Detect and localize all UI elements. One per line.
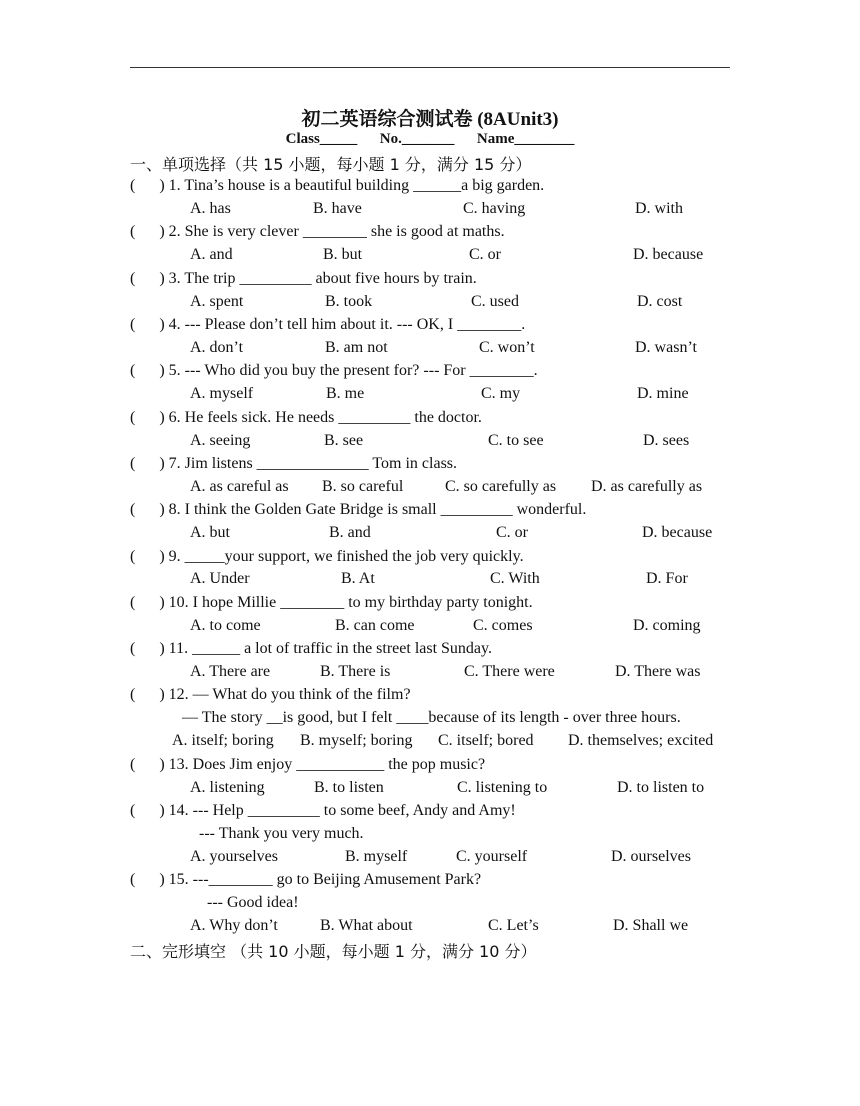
question-8-stem: ( ) 8. I think the Golden Gate Bridge is small _________ wonderful. xyxy=(130,501,587,518)
question-15-option-d: D. Shall we xyxy=(613,917,689,934)
question-3-option-b: B. took xyxy=(325,293,373,310)
question-10-option-b: B. can come xyxy=(335,617,415,634)
question-14-option-d: D. ourselves xyxy=(611,848,691,865)
question-7-option-c: C. so carefully as xyxy=(445,478,557,495)
question-3-option-a: A. spent xyxy=(190,293,244,310)
question-8-option-d: D. because xyxy=(642,524,713,541)
question-12-stem: ( ) 12. — What do you think of the film? xyxy=(130,686,411,703)
question-1-option-a: A. has xyxy=(190,200,231,217)
question-13-option-c: C. listening to xyxy=(457,779,548,796)
question-2-stem: ( ) 2. She is very clever ________ she is good at maths. xyxy=(130,223,505,240)
question-14-option-c: C. yourself xyxy=(456,848,528,865)
question-14-continuation: --- Thank you very much. xyxy=(199,825,364,842)
question-6-option-c: C. to see xyxy=(488,432,544,449)
question-11-option-a: A. There are xyxy=(190,663,271,680)
section-1-title: 一、单项选择（共 15 小题，每小题 1 分，满分 15 分） xyxy=(130,155,532,174)
question-5-option-b: B. me xyxy=(326,385,365,402)
question-1-option-c: C. having xyxy=(463,200,526,217)
question-6-option-b: B. see xyxy=(324,432,364,449)
question-2-option-c: C. or xyxy=(469,246,501,263)
question-7-option-a: A. as careful as xyxy=(190,478,289,495)
question-5-option-d: D. mine xyxy=(637,385,689,402)
question-3-stem: ( ) 3. The trip _________ about five hours by train. xyxy=(130,270,477,287)
question-8-option-b: B. and xyxy=(329,524,371,541)
question-9-option-b: B. At xyxy=(341,570,375,587)
question-13-option-d: D. to listen to xyxy=(617,779,705,796)
question-11-stem: ( ) 11. ______ a lot of traffic in the street last Sunday. xyxy=(130,640,492,657)
question-13-option-b: B. to listen xyxy=(314,779,384,796)
question-6-option-a: A. seeing xyxy=(190,432,251,449)
question-7-option-d: D. as carefully as xyxy=(591,478,703,495)
question-10-option-c: C. comes xyxy=(473,617,533,634)
question-6-stem: ( ) 6. He feels sick. He needs _________ the doctor. xyxy=(130,409,482,426)
question-15-option-b: B. What about xyxy=(320,917,413,934)
student-info-line: Class_____ No._______ Name________ xyxy=(285,131,575,147)
question-9-option-d: D. For xyxy=(646,570,688,587)
question-3-option-c: C. used xyxy=(471,293,519,310)
question-7-option-b: B. so careful xyxy=(322,478,404,495)
question-14-option-a: A. yourselves xyxy=(190,848,278,865)
question-4-option-b: B. am not xyxy=(325,339,388,356)
question-4-option-d: D. wasn’t xyxy=(635,339,697,356)
question-4-stem: ( ) 4. --- Please don’t tell him about it. --- OK, I ________. xyxy=(130,316,526,333)
question-15-stem: ( ) 15. ---________ go to Beijing Amusement Park? xyxy=(130,871,482,888)
question-8-option-c: C. or xyxy=(496,524,528,541)
question-12-option-b: B. myself; boring xyxy=(300,732,413,749)
question-2-option-a: A. and xyxy=(190,246,233,263)
question-15-option-a: A. Why don’t xyxy=(190,917,278,934)
question-13-stem: ( ) 13. Does Jim enjoy ___________ the pop music? xyxy=(130,756,486,773)
question-10-stem: ( ) 10. I hope Millie ________ to my birthday party tonight. xyxy=(130,594,533,611)
question-2-option-d: D. because xyxy=(633,246,704,263)
question-5-stem: ( ) 5. --- Who did you buy the present for? --- For ________. xyxy=(130,362,538,379)
question-15-option-c: C. Let’s xyxy=(488,917,539,934)
question-12-option-c: C. itself; bored xyxy=(438,732,534,749)
question-9-option-c: C. With xyxy=(490,570,540,587)
question-1-stem: ( ) 1. Tina’s house is a beautiful building ______a big garden. xyxy=(130,177,545,194)
question-5-option-c: C. my xyxy=(481,385,521,402)
question-11-option-c: C. There were xyxy=(464,663,555,680)
question-8-option-a: A. but xyxy=(190,524,230,541)
question-14-option-b: B. myself xyxy=(345,848,408,865)
question-2-option-b: B. but xyxy=(323,246,363,263)
question-10-option-a: A. to come xyxy=(190,617,261,634)
question-7-stem: ( ) 7. Jim listens ______________ Tom in class. xyxy=(130,455,458,472)
question-9-option-a: A. Under xyxy=(190,570,250,587)
question-11-option-d: D. There was xyxy=(615,663,701,680)
question-11-option-b: B. There is xyxy=(320,663,391,680)
header-rule xyxy=(130,67,730,68)
question-1-option-d: D. with xyxy=(635,200,683,217)
question-4-option-a: A. don’t xyxy=(190,339,244,356)
question-5-option-a: A. myself xyxy=(190,385,254,402)
question-12-continuation: — The story __is good, but I felt ____because of its length - over three hours. xyxy=(182,709,681,726)
question-13-option-a: A. listening xyxy=(190,779,265,796)
exam-title: 初二英语综合测试卷 (8AUnit3) xyxy=(301,109,559,130)
section-2-title: 二、完形填空 （共 10 小题，每小题 1 分，满分 10 分） xyxy=(130,942,537,961)
question-15-continuation: --- Good idea! xyxy=(207,894,299,911)
question-12-option-a: A. itself; boring xyxy=(172,732,274,749)
question-1-option-b: B. have xyxy=(313,200,362,217)
question-4-option-c: C. won’t xyxy=(479,339,535,356)
question-10-option-d: D. coming xyxy=(633,617,701,634)
question-9-stem: ( ) 9. _____your support, we finished the job very quickly. xyxy=(130,548,524,565)
question-14-stem: ( ) 14. --- Help _________ to some beef, Andy and Amy! xyxy=(130,802,516,819)
question-12-option-d: D. themselves; excited xyxy=(568,732,714,749)
question-6-option-d: D. sees xyxy=(643,432,690,449)
question-3-option-d: D. cost xyxy=(637,293,683,310)
